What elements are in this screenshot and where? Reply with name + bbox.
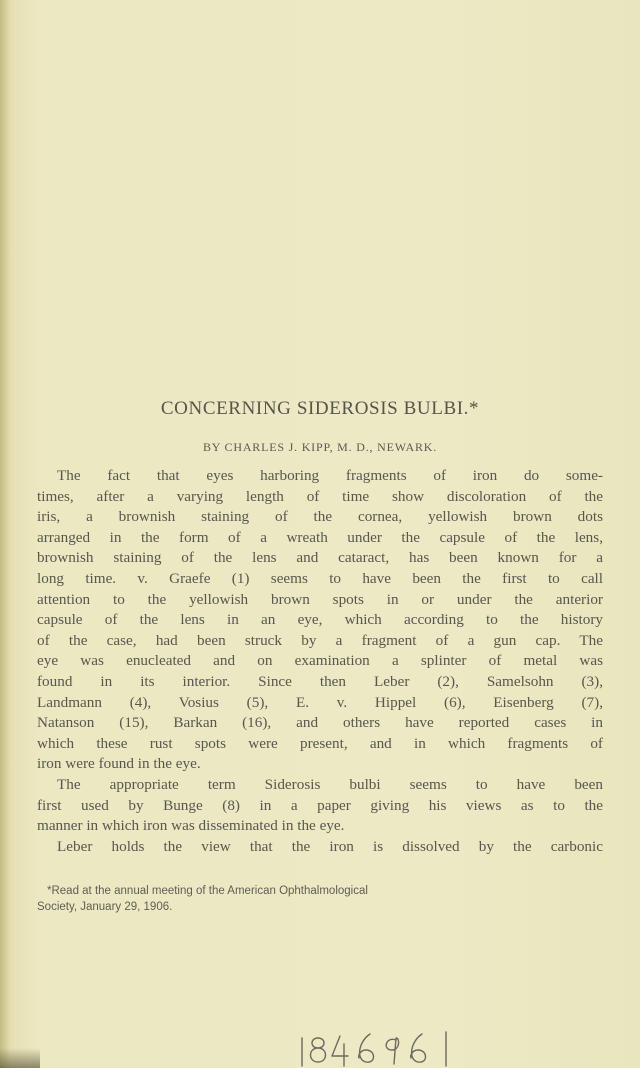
body-line: brownish staining of the lens and cataract, has been known for a [37,549,603,567]
footnote [37,883,597,915]
page-spine-shadow [0,0,10,1068]
article-body [37,466,603,857]
body-line: times, after a varying length of time show discoloration of the [37,487,603,505]
body-line: long time. v. Graefe (1) seems to have been the first to call [37,569,603,587]
handwritten-accession-mark [296,1024,466,1068]
body-line: Natanson (15), Barkan (16), and others have reported cases in [37,714,603,732]
body-line: found in its interior. Since then Leber (2), Samelsohn (3), [37,672,603,690]
body-line: arranged in the form of a wreath under the capsule of the lens, [37,528,603,546]
body-line: iron were found in the eye. [37,755,201,773]
body-line: of the case, had been struck by a fragment of a gun cap. The [37,631,603,649]
body-line: Leber holds the view that the iron is dissolved by the carbonic [57,837,603,855]
article-byline: BY CHARLES J. KIPP, M. D., NEWARK. [202,440,438,454]
body-line: iris, a brownish staining of the cornea, yellowish brown dots [37,508,603,526]
body-line: which these rust spots were present, and in which fragments of [37,734,603,752]
body-line: attention to the yellowish brown spots in or under the anterior [37,590,603,608]
page-corner-shadow [0,1048,40,1068]
body-line: capsule of the lens in an eye, which according to the history [37,611,603,629]
body-line: The appropriate term Siderosis bulbi seems to have been [57,775,603,793]
article-title: CONCERNING SIDEROSIS BULBI.* [160,398,480,419]
body-line: first used by Bunge (8) in a paper giving his views as to the [37,796,603,814]
body-line: eye was enucleated and on examination a splinter of metal was [37,652,603,670]
body-line: The fact that eyes harboring fragments of iron do some- [57,467,603,484]
footnote-line: Society, January 29, 1906. [37,901,173,913]
body-line: Landmann (4), Vosius (5), E. v. Hippel (6), Eisenberg (7), [37,693,603,711]
footnote-line: *Read at the annual meeting of the American Ophthalmological [47,885,368,897]
body-line: manner in which iron was disseminated in the eye. [37,817,345,835]
